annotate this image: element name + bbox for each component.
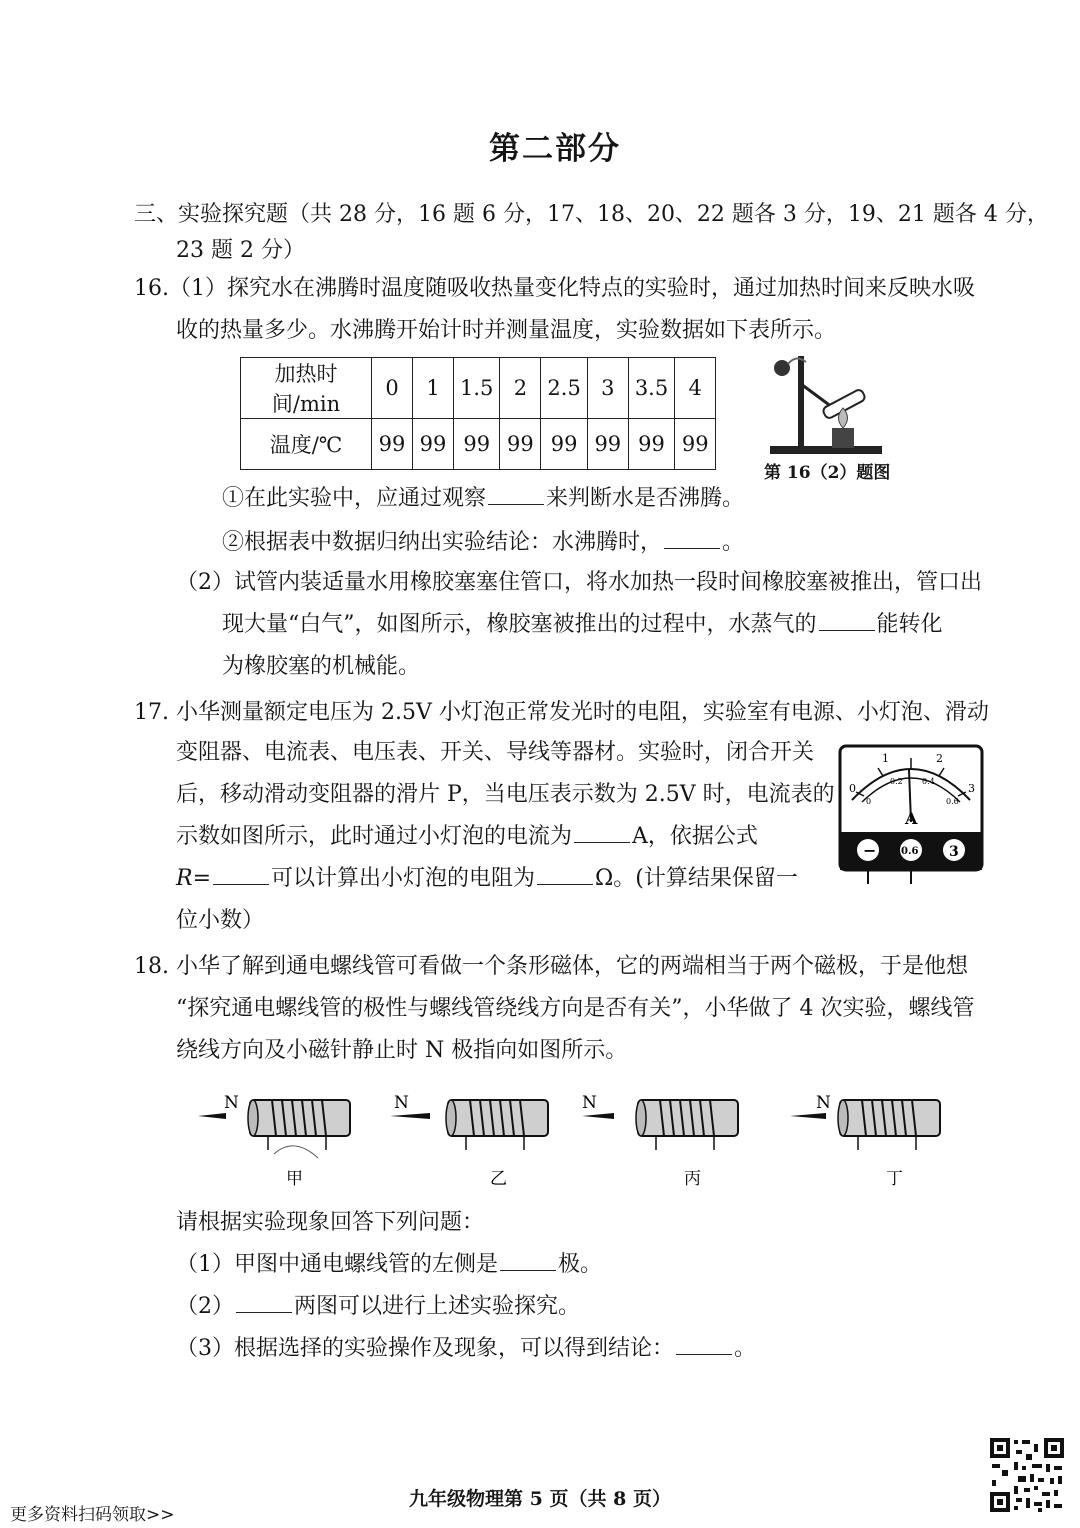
answer-blank[interactable] xyxy=(664,528,720,549)
q18-s3-text-a: （3）根据选择的实验操作及现象，可以得到结论： xyxy=(176,1336,674,1361)
q16-sub2-text-a: ②根据表中数据归纳出实验结论：水沸腾时， xyxy=(222,530,663,555)
table-cell: 99 xyxy=(541,419,587,470)
q18-s2-text-a: （2） xyxy=(176,1294,234,1319)
meter-scale-top: 1 xyxy=(882,752,889,765)
table-cell: 2.5 xyxy=(541,358,587,419)
terminal-0-6: 0.6 xyxy=(901,846,919,857)
q16-p2-line1: （2）试管内装适量水用橡胶塞塞住管口，将水加热一段时间橡胶塞被推出，管口出 xyxy=(176,570,982,595)
table-row-temp xyxy=(241,419,716,470)
test-tube-apparatus-figure xyxy=(760,350,890,458)
q18-s2 xyxy=(176,1292,580,1322)
answer-blank[interactable] xyxy=(819,610,875,631)
table-cell: 99 xyxy=(413,419,454,470)
q18-s1-text-b: 极。 xyxy=(558,1252,603,1277)
q16-p2-line3: 为橡胶塞的机械能。 xyxy=(222,654,421,679)
pole-label: N xyxy=(394,1093,409,1113)
answer-blank[interactable] xyxy=(676,1334,732,1355)
q18-s3-text-b: 。 xyxy=(734,1336,757,1361)
table-cell: 99 xyxy=(587,419,628,470)
answer-blank[interactable] xyxy=(236,1292,292,1313)
q17-line5-text-a: R= xyxy=(176,866,211,891)
compass-needle-icon xyxy=(582,1113,614,1119)
table-cell: 99 xyxy=(454,419,500,470)
q17-line4-text-b: A，依据公式 xyxy=(632,824,758,849)
solenoid-label-jia: 甲 xyxy=(286,1169,303,1188)
q17-line4-text-a: 示数如图所示，此时通过小灯泡的电流为 xyxy=(176,824,573,849)
table-header-temp: 温度/℃ xyxy=(241,419,372,470)
q16-sub1 xyxy=(222,484,744,514)
q16-sub2-text-b: 。 xyxy=(722,530,745,555)
solenoid-label-ding: 丁 xyxy=(886,1169,903,1188)
compass-needle-icon xyxy=(390,1113,430,1119)
meter-scale-bottom: 0.2 xyxy=(890,777,903,786)
answer-blank[interactable] xyxy=(500,1250,556,1271)
scan-more-link[interactable]: 更多资料扫码领取>> xyxy=(10,1505,175,1525)
table-cell: 99 xyxy=(675,419,716,470)
q17-line5 xyxy=(176,864,798,894)
solenoid-label-yi: 乙 xyxy=(490,1169,507,1188)
table-row-time xyxy=(241,358,716,419)
q16-sub1-text-a: ①在此实验中，应通过观察 xyxy=(222,486,487,511)
answer-blank[interactable] xyxy=(537,864,593,885)
solenoid-figures xyxy=(190,1088,970,1188)
table-cell: 4 xyxy=(675,358,716,419)
q17-line3: 后，移动滑动变阻器的滑片 P，当电压表示数为 2.5V 时，电流表的 xyxy=(176,782,835,807)
page-footer: 九年级物理第 5 页（共 8 页） xyxy=(409,1488,671,1510)
q18-s2-text-b: 两图可以进行上述实验探究。 xyxy=(294,1294,581,1319)
meter-scale-bottom: 0 xyxy=(866,797,872,806)
q16-line2: 收的热量多少。水沸腾开始计时并测量温度，实验数据如下表所示。 xyxy=(176,318,837,343)
answer-blank[interactable] xyxy=(488,484,544,505)
q16-line1: 16.（1）探究水在沸腾时温度随吸收热量变化特点的实验时，通过加热时间来反映水吸 xyxy=(134,276,975,301)
q16-sub2 xyxy=(222,528,744,558)
q18-s1 xyxy=(176,1250,602,1280)
answer-blank[interactable] xyxy=(574,822,630,843)
meter-scale-top: 2 xyxy=(936,752,943,765)
pole-label: N xyxy=(582,1093,597,1113)
q18-prompt: 请根据实验现象回答下列问题： xyxy=(176,1210,485,1235)
table-cell: 1.5 xyxy=(454,358,500,419)
section-header-line1: 三、实验探究题（共 28 分，16 题 6 分，17、18、20、22 题各 3 分，19、21 题各 4 分， xyxy=(134,202,1049,227)
q17-line4 xyxy=(176,822,758,852)
q17-line5-text-c: Ω。(计算结果保留一 xyxy=(595,866,798,891)
table-cell: 1 xyxy=(413,358,454,419)
part-title: 第二部分 xyxy=(489,131,621,167)
meter-unit: A xyxy=(905,809,918,828)
table-cell: 99 xyxy=(628,419,674,470)
meter-scale-top: 0 xyxy=(849,782,856,795)
compass-needle-icon xyxy=(790,1113,826,1119)
terminal-minus: − xyxy=(863,841,877,860)
compass-needle-icon xyxy=(198,1113,226,1119)
q18-line3: 绕线方向及小磁针静止时 N 极指向如图所示。 xyxy=(176,1038,628,1063)
table-cell: 0 xyxy=(372,358,413,419)
section-header-line2: 23 题 2 分） xyxy=(176,238,305,263)
terminal-3: 3 xyxy=(949,844,959,860)
meter-scale-top: 3 xyxy=(968,782,975,795)
table-cell: 3 xyxy=(587,358,628,419)
answer-blank[interactable] xyxy=(213,864,269,885)
table-header-time: 加热时间/min xyxy=(241,358,372,419)
q18-s3 xyxy=(176,1334,756,1364)
table-cell: 99 xyxy=(500,419,541,470)
q17-line2: 变阻器、电流表、电压表、开关、导线等器材。实验时，闭合开关 xyxy=(176,740,815,765)
meter-scale-bottom: 0.4 xyxy=(922,777,935,786)
q16-p2-line2 xyxy=(222,610,943,640)
q17-line5-text-b: 可以计算出小灯泡的电阻为 xyxy=(271,866,536,891)
table-cell: 99 xyxy=(372,419,413,470)
q18-s1-text-a: （1）甲图中通电螺线管的左侧是 xyxy=(176,1252,498,1277)
q16-p2-line2-text-a: 现大量“白气”，如图所示，橡胶塞被推出的过程中，水蒸气的 xyxy=(222,612,817,637)
table-cell: 2 xyxy=(500,358,541,419)
q18-line2: “探究通电螺线管的极性与螺线管绕线方向是否有关”，小华做了 4 次实验，螺线管 xyxy=(176,996,975,1021)
ammeter-figure xyxy=(838,744,984,884)
q16-figure-caption: 第 16（2）题图 xyxy=(764,463,891,483)
q16-p2-line2-text-b: 能转化 xyxy=(876,612,943,637)
pole-label: N xyxy=(224,1093,239,1113)
meter-scale-bottom: 0.6 xyxy=(946,797,959,806)
q17-line6: 位小数） xyxy=(176,908,265,933)
q16-data-table xyxy=(240,357,716,470)
q17-line1: 17. 小华测量额定电压为 2.5V 小灯泡正常发光时的电阻，实验室有电源、小灯泡、滑动 xyxy=(134,700,989,725)
q16-sub1-text-b: 来判断水是否沸腾。 xyxy=(546,486,745,511)
solenoid-label-bing: 丙 xyxy=(684,1169,701,1188)
table-cell: 3.5 xyxy=(628,358,674,419)
pole-label: N xyxy=(816,1093,831,1113)
q18-line1: 18. 小华了解到通电螺线管可看做一个条形磁体，它的两端相当于两个磁极，于是他想 xyxy=(134,954,968,979)
